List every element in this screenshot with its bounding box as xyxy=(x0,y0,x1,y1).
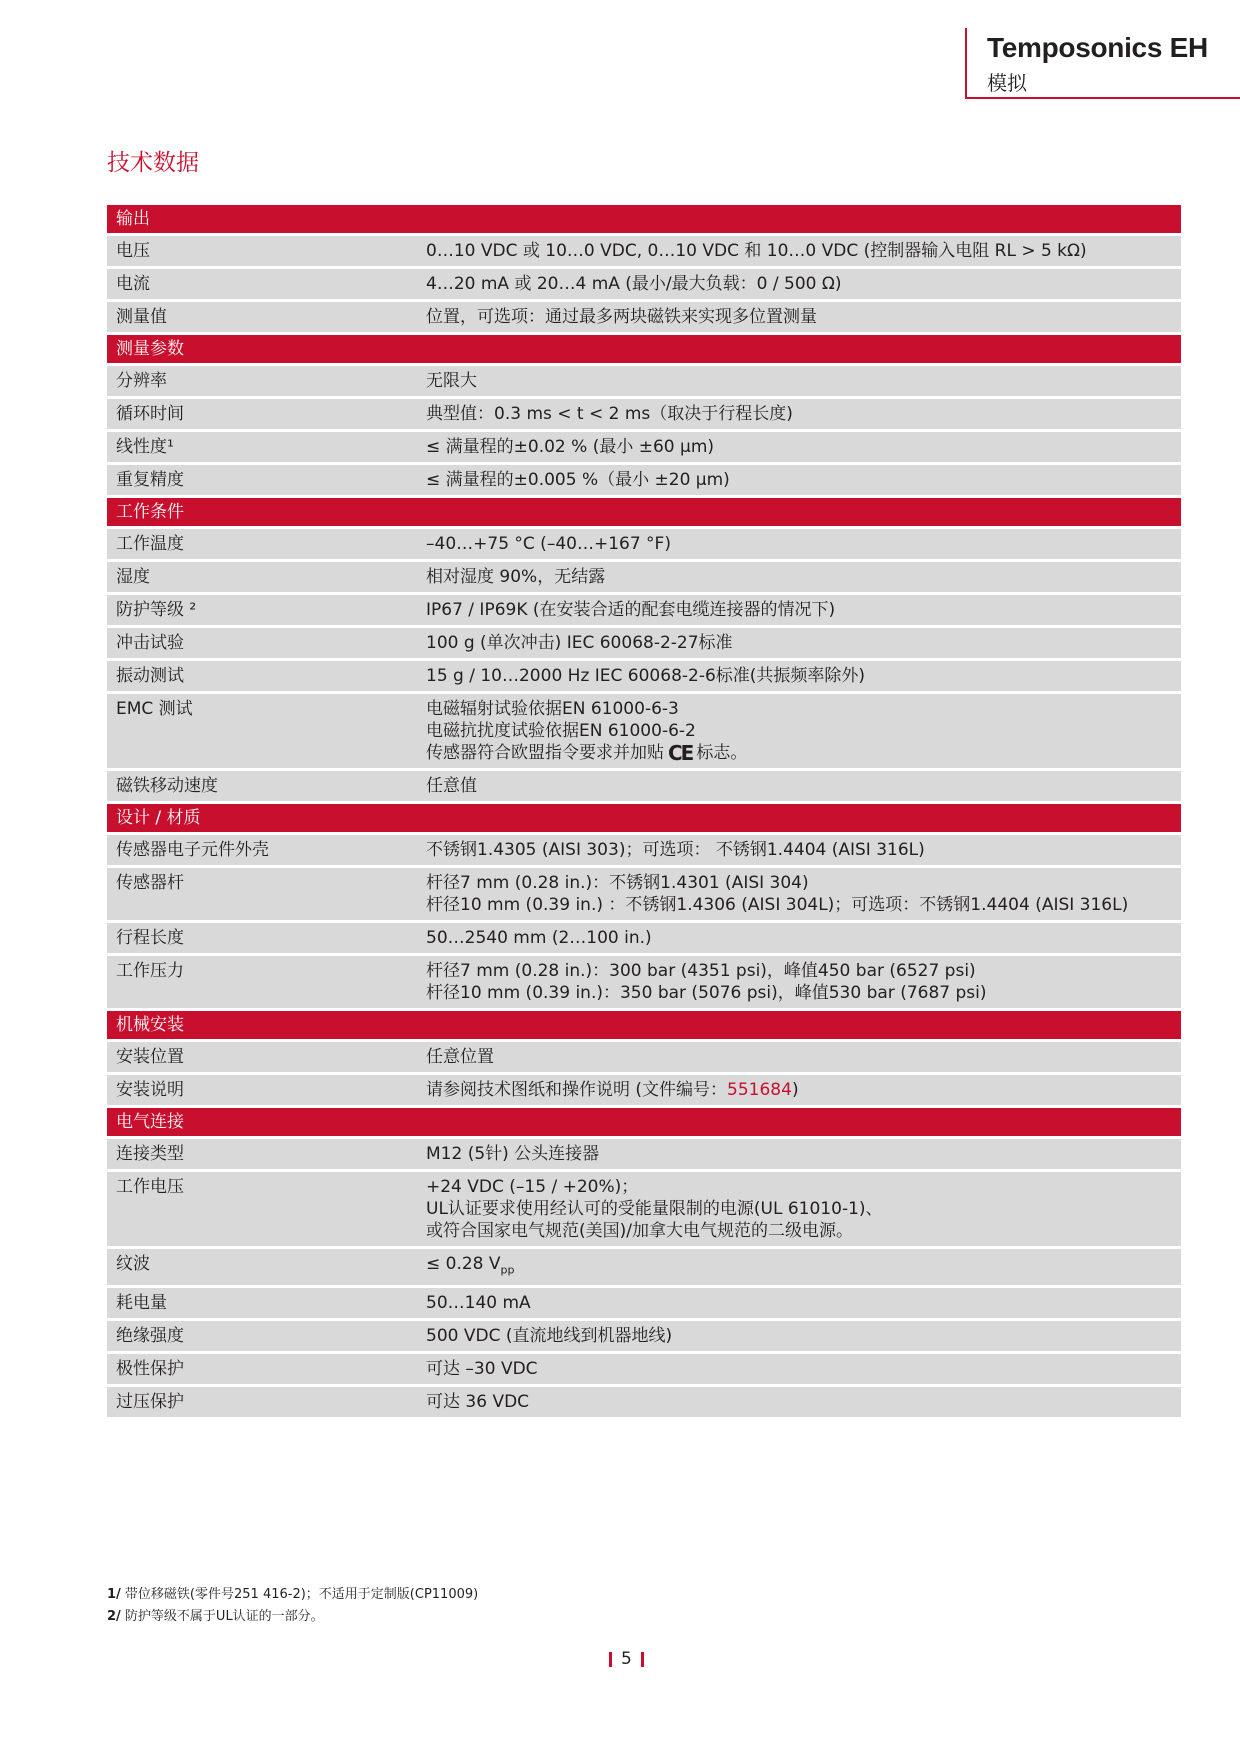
spec-value-line: 或符合国家电气规范(美国)/加拿大电气规范的二级电源。 xyxy=(426,1221,853,1241)
spec-value-line: 50…140 mA xyxy=(426,1293,531,1314)
spec-value xyxy=(417,365,1181,398)
footnote-2-text: 防护等级不属于UL认证的一部分。 xyxy=(120,1609,324,1624)
spec-row xyxy=(107,1041,1181,1074)
spec-value xyxy=(417,235,1181,268)
spec-row xyxy=(107,268,1181,301)
spec-value-line: 杆径7 mm (0.28 in.)：不锈钢1.4301 (AISI 304) xyxy=(426,873,809,893)
spec-value xyxy=(417,660,1181,693)
spec-label: 磁铁移动速度 xyxy=(107,770,417,803)
ce-line-text: 传感器符合欧盟指令要求并加贴 xyxy=(426,743,664,763)
spec-label: 传感器杆 xyxy=(107,867,417,922)
spec-value-line: 50…2540 mm (2…100 in.) xyxy=(426,928,652,948)
ripple-value xyxy=(426,1253,1172,1281)
spec-value-line: 0…10 VDC 或 10…0 VDC, 0…10 VDC 和 10…0 VDC (控制器输入电阻 RL > 5 kΩ) xyxy=(426,241,1087,261)
spec-row xyxy=(107,301,1181,334)
section-header-row xyxy=(107,497,1181,528)
ce-mark-icon: CE xyxy=(668,741,693,765)
spec-value-line: 杆径7 mm (0.28 in.)：300 bar (4351 psi)，峰值450 bar (6527 psi) xyxy=(426,961,976,981)
spec-value xyxy=(417,464,1181,497)
doc-reference-text: 请参阅技术图纸和操作说明 (文件编号： xyxy=(426,1080,728,1100)
ripple-subscript: pp xyxy=(500,1263,515,1277)
spec-row xyxy=(107,464,1181,497)
spec-value xyxy=(417,770,1181,803)
section-header: 电气连接 xyxy=(107,1107,1181,1138)
spec-table xyxy=(107,205,1181,1417)
section-header-row xyxy=(107,803,1181,834)
spec-value-line: 杆径10 mm (0.39 in.) ：不锈钢1.4306 (AISI 304L)；可选项：不锈钢1.4404 (AISI 316L) xyxy=(426,895,1129,915)
spec-value xyxy=(417,431,1181,464)
product-subtitle: 模拟 xyxy=(987,71,1027,95)
spec-value xyxy=(417,693,1181,770)
spec-label: 测量值 xyxy=(107,301,417,334)
spec-value-line: 4…20 mA 或 20…4 mA (最小/最大负载：0 / 500 Ω) xyxy=(426,274,842,294)
page-title: 技术数据 xyxy=(107,150,199,176)
doc-number-link[interactable]: 551684 xyxy=(727,1080,792,1100)
spec-value xyxy=(417,594,1181,627)
spec-value xyxy=(417,1074,1181,1107)
footnote-1-text: 带位移磁铁(零件号251 416-2)；不适用于定制版(CP11009) xyxy=(120,1587,479,1602)
spec-label: 分辨率 xyxy=(107,365,417,398)
spec-row xyxy=(107,867,1181,922)
spec-row xyxy=(107,1386,1181,1418)
spec-label: 连接类型 xyxy=(107,1138,417,1171)
spec-label: 极性保护 xyxy=(107,1353,417,1386)
spec-value xyxy=(417,627,1181,660)
spec-label: 防护等级 ² xyxy=(107,594,417,627)
spec-label: 安装说明 xyxy=(107,1074,417,1107)
spec-value-line: 任意值 xyxy=(426,776,477,796)
product-title: Temposonics EH xyxy=(987,32,1208,63)
spec-value-line: 任意位置 xyxy=(426,1047,494,1067)
spec-row xyxy=(107,1171,1181,1248)
spec-label: 耗电量 xyxy=(107,1287,417,1320)
spec-row xyxy=(107,693,1181,770)
spec-row xyxy=(107,398,1181,431)
spec-row xyxy=(107,1287,1181,1320)
page-number-bar-left xyxy=(609,1652,612,1667)
spec-value-line: 位置，可选项：通过最多两块磁铁来实现多位置测量 xyxy=(426,307,817,327)
spec-row xyxy=(107,235,1181,268)
spec-value-line: 无限大 xyxy=(426,371,477,391)
spec-value-line: UL认证要求使用经认可的受能量限制的电源(UL 61010-1)、 xyxy=(426,1199,883,1219)
spec-label: 过压保护 xyxy=(107,1386,417,1418)
spec-value-line: 500 VDC (直流地线到机器地线) xyxy=(426,1326,673,1347)
section-header: 机械安装 xyxy=(107,1010,1181,1041)
spec-value xyxy=(417,1138,1181,1171)
page-number-value: 5 xyxy=(621,1649,632,1669)
section-header: 输出 xyxy=(107,205,1181,235)
spec-row xyxy=(107,528,1181,561)
spec-value-line: IP67 / IP69K (在安装合适的配套电缆连接器的情况下) xyxy=(426,600,836,620)
spec-label: EMC 测试 xyxy=(107,693,417,770)
spec-value-line: 可达 36 VDC xyxy=(426,1392,530,1413)
spec-value-line: 典型值：0.3 ms < t < 2 ms（取决于行程长度) xyxy=(426,404,793,424)
spec-label: 工作压力 xyxy=(107,955,417,1010)
spec-value-line: 电磁辐射试验依据EN 61000-6-3 xyxy=(426,699,679,719)
ripple-text: ≤ 0.28 V xyxy=(426,1254,501,1274)
spec-value xyxy=(417,398,1181,431)
spec-row xyxy=(107,1138,1181,1171)
ce-line xyxy=(426,742,1172,764)
spec-row xyxy=(107,627,1181,660)
spec-label: 行程长度 xyxy=(107,922,417,955)
spec-table-body xyxy=(107,205,1181,1417)
spec-value xyxy=(417,1353,1181,1386)
spec-label: 纹波 xyxy=(107,1248,417,1287)
spec-label: 重复精度 xyxy=(107,464,417,497)
spec-row xyxy=(107,834,1181,867)
spec-label: 传感器电子元件外壳 xyxy=(107,834,417,867)
spec-value-line: 不锈钢1.4305 (AISI 303)；可选项： 不锈钢1.4404 (AISI 316L) xyxy=(426,840,925,860)
spec-row xyxy=(107,660,1181,693)
spec-label: 电流 xyxy=(107,268,417,301)
spec-value xyxy=(417,1171,1181,1248)
spec-value xyxy=(417,834,1181,867)
spec-value xyxy=(417,301,1181,334)
spec-value xyxy=(417,867,1181,922)
spec-value xyxy=(417,268,1181,301)
spec-value xyxy=(417,1041,1181,1074)
spec-value xyxy=(417,955,1181,1010)
spec-row xyxy=(107,1320,1181,1353)
footnote-2-number: 2/ xyxy=(107,1609,121,1624)
spec-row xyxy=(107,561,1181,594)
spec-row xyxy=(107,955,1181,1010)
spec-value-line: 15 g / 10…2000 Hz IEC 60068-2-6标准(共振频率除外) xyxy=(426,666,866,686)
doc-reference-line xyxy=(426,1079,1172,1101)
spec-value xyxy=(417,922,1181,955)
section-header-row xyxy=(107,1010,1181,1041)
spec-value-line: ≤ 满量程的±0.02 % (最小 ±60 µm) xyxy=(426,437,715,457)
spec-label: 湿度 xyxy=(107,561,417,594)
spec-value xyxy=(417,561,1181,594)
section-header-row xyxy=(107,205,1181,235)
section-header-row xyxy=(107,334,1181,365)
spec-label: 安装位置 xyxy=(107,1041,417,1074)
page-number-bar-right xyxy=(641,1652,644,1667)
spec-value-line: –40…+75 °C (–40…+167 °F) xyxy=(426,534,671,554)
spec-row xyxy=(107,594,1181,627)
spec-row xyxy=(107,431,1181,464)
spec-row xyxy=(107,770,1181,803)
section-header: 测量参数 xyxy=(107,334,1181,365)
spec-value xyxy=(417,1248,1181,1287)
footnote-1 xyxy=(107,1583,478,1602)
spec-value-line: ≤ 满量程的±0.005 %（最小 ±20 µm) xyxy=(426,470,730,490)
spec-label: 冲击试验 xyxy=(107,627,417,660)
spec-label: 绝缘强度 xyxy=(107,1320,417,1353)
spec-value-line: 100 g (单次冲击) IEC 60068-2-27标准 xyxy=(426,633,733,653)
spec-value xyxy=(417,1386,1181,1418)
spec-value xyxy=(417,1320,1181,1353)
spec-row xyxy=(107,922,1181,955)
spec-value-line: 杆径10 mm (0.39 in.)：350 bar (5076 psi)，峰值530 bar (7687 psi) xyxy=(426,983,987,1003)
spec-value xyxy=(417,1287,1181,1320)
spec-label: 电压 xyxy=(107,235,417,268)
spec-label: 工作温度 xyxy=(107,528,417,561)
section-header-row xyxy=(107,1107,1181,1138)
footnote-1-number: 1/ xyxy=(107,1587,121,1602)
spec-value-line: 电磁抗扰度试验依据EN 61000-6-2 xyxy=(426,721,696,741)
spec-row xyxy=(107,365,1181,398)
doc-reference-suffix: ) xyxy=(791,1080,799,1100)
spec-label: 振动测试 xyxy=(107,660,417,693)
section-header: 设计 / 材质 xyxy=(107,803,1181,834)
spec-row xyxy=(107,1353,1181,1386)
spec-value-line: 可达 –30 VDC xyxy=(426,1359,538,1380)
page-number xyxy=(600,1649,653,1669)
spec-row xyxy=(107,1074,1181,1107)
spec-label: 工作电压 xyxy=(107,1171,417,1248)
spec-label: 循环时间 xyxy=(107,398,417,431)
section-header: 工作条件 xyxy=(107,497,1181,528)
ce-line-suffix: 标志。 xyxy=(696,743,748,763)
spec-value-line: 相对湿度 90%，无结露 xyxy=(426,567,606,587)
spec-value-line: +24 VDC (–15 / +20%)； xyxy=(426,1177,639,1197)
footnote-2 xyxy=(107,1605,324,1624)
spec-value xyxy=(417,528,1181,561)
spec-label: 线性度¹ xyxy=(107,431,417,464)
spec-value-line: M12 (5针) 公头连接器 xyxy=(426,1144,600,1164)
spec-row xyxy=(107,1248,1181,1287)
